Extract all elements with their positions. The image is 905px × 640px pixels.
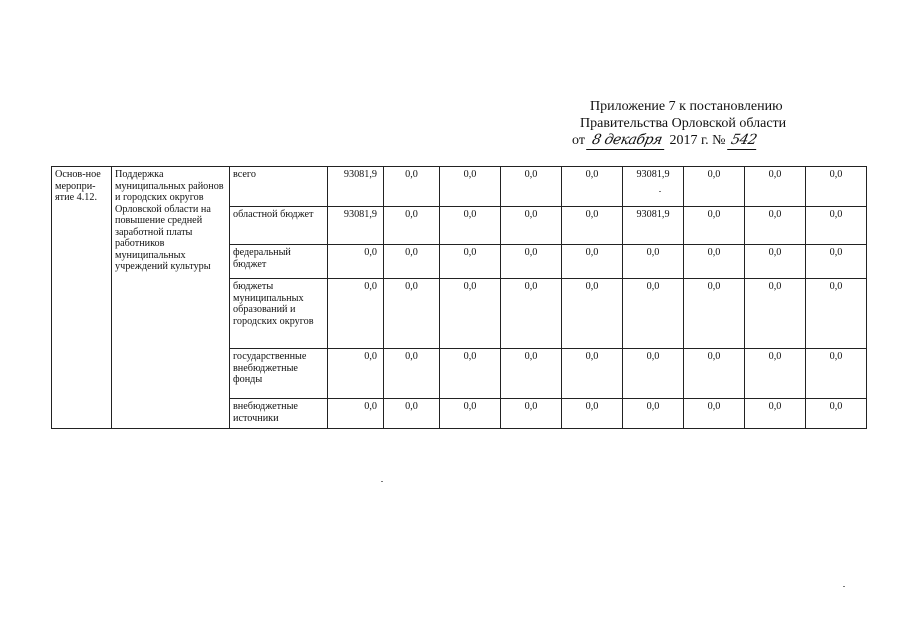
value-cell: 0,0 xyxy=(562,167,623,207)
value-cell: 93081,9 xyxy=(328,207,384,245)
funding-source-cell: всего xyxy=(230,167,328,207)
value-cell: 0,0 xyxy=(562,279,623,349)
value-cell: 0,0 xyxy=(806,207,867,245)
year-number-label: 2017 г. № xyxy=(669,133,726,148)
value-cell: 93081,9 xyxy=(623,207,684,245)
value-cell: 0,0 xyxy=(623,245,684,279)
value-cell: 0,0 xyxy=(384,167,440,207)
value-cell: 0,0 xyxy=(328,399,384,429)
value-cell: 0,0 xyxy=(440,207,501,245)
value-cell: 0,0 xyxy=(806,279,867,349)
value-cell: 0,0 xyxy=(328,279,384,349)
scan-speck xyxy=(381,481,383,482)
table-body xyxy=(52,167,867,429)
value-cell: 0,0 xyxy=(745,207,806,245)
funding-table xyxy=(51,166,867,429)
value-cell: 0,0 xyxy=(684,349,745,399)
value-cell: 0,0 xyxy=(806,349,867,399)
value-cell: 0,0 xyxy=(440,399,501,429)
value-cell: 0,0 xyxy=(745,245,806,279)
value-cell: 0,0 xyxy=(745,279,806,349)
value-cell: 0,0 xyxy=(562,245,623,279)
value-cell: 0,0 xyxy=(684,399,745,429)
value-cell: 0,0 xyxy=(501,207,562,245)
activity-code-cell: Основ-ное меропри-ятие 4.12. xyxy=(52,167,112,429)
value-cell: 0,0 xyxy=(384,207,440,245)
handwritten-number: 542 xyxy=(727,132,760,150)
value-cell: 0,0 xyxy=(562,399,623,429)
value-cell: 0,0 xyxy=(806,245,867,279)
value-cell: 0,0 xyxy=(501,245,562,279)
value-cell: 0,0 xyxy=(806,399,867,429)
value-cell: 0,0 xyxy=(684,245,745,279)
from-label: от xyxy=(572,133,585,148)
activity-name-cell: Поддержка муниципальных районов и городских округов Орловской области на повышение средней заработной платы работников муниципальных учреждений культуры xyxy=(112,167,230,429)
value-cell: 0,0 xyxy=(440,279,501,349)
value-cell: 0,0 xyxy=(501,279,562,349)
value-cell: 0,0 xyxy=(501,399,562,429)
value-cell: 0,0 xyxy=(806,167,867,207)
scan-speck xyxy=(843,586,845,587)
value-cell: 0,0 xyxy=(684,167,745,207)
funding-source-cell: федеральный бюджет xyxy=(230,245,328,279)
value-cell: 0,0 xyxy=(384,279,440,349)
value-cell: 0,0 xyxy=(501,167,562,207)
value-cell: 0,0 xyxy=(623,349,684,399)
funding-source-cell: государственные внебюджетные фонды xyxy=(230,349,328,399)
value-cell: 0,0 xyxy=(562,207,623,245)
funding-source-cell: бюджеты муниципальных образований и городских округов xyxy=(230,279,328,349)
value-cell: 0,0 xyxy=(684,207,745,245)
value-cell: 0,0 xyxy=(384,399,440,429)
government-title: Правительства Орловской области xyxy=(580,116,787,131)
value-cell: 0,0 xyxy=(745,399,806,429)
funding-source-cell: внебюджетные источники xyxy=(230,399,328,429)
funding-source-cell: областной бюджет xyxy=(230,207,328,245)
value-cell: 0,0 xyxy=(328,349,384,399)
value-cell: 0,0 xyxy=(562,349,623,399)
handwritten-date: 8 декабря xyxy=(587,132,668,150)
value-cell: 0,0 xyxy=(623,279,684,349)
value-cell: 0,0 xyxy=(440,167,501,207)
value-cell: 0,0 xyxy=(684,279,745,349)
value-cell: 0,0 xyxy=(384,349,440,399)
value-cell: 0,0 xyxy=(328,245,384,279)
value-cell: 93081,9 xyxy=(623,167,684,207)
value-cell: 0,0 xyxy=(440,245,501,279)
scan-speck xyxy=(659,191,661,192)
value-cell: 0,0 xyxy=(745,167,806,207)
appendix-title: Приложение 7 к постановлению xyxy=(590,99,783,114)
value-cell: 0,0 xyxy=(745,349,806,399)
date-number-line xyxy=(572,132,758,150)
value-cell: 0,0 xyxy=(440,349,501,399)
value-cell: 0,0 xyxy=(623,399,684,429)
value-cell: 0,0 xyxy=(501,349,562,399)
table-row xyxy=(52,167,867,207)
value-cell: 0,0 xyxy=(384,245,440,279)
value-cell: 93081,9 xyxy=(328,167,384,207)
